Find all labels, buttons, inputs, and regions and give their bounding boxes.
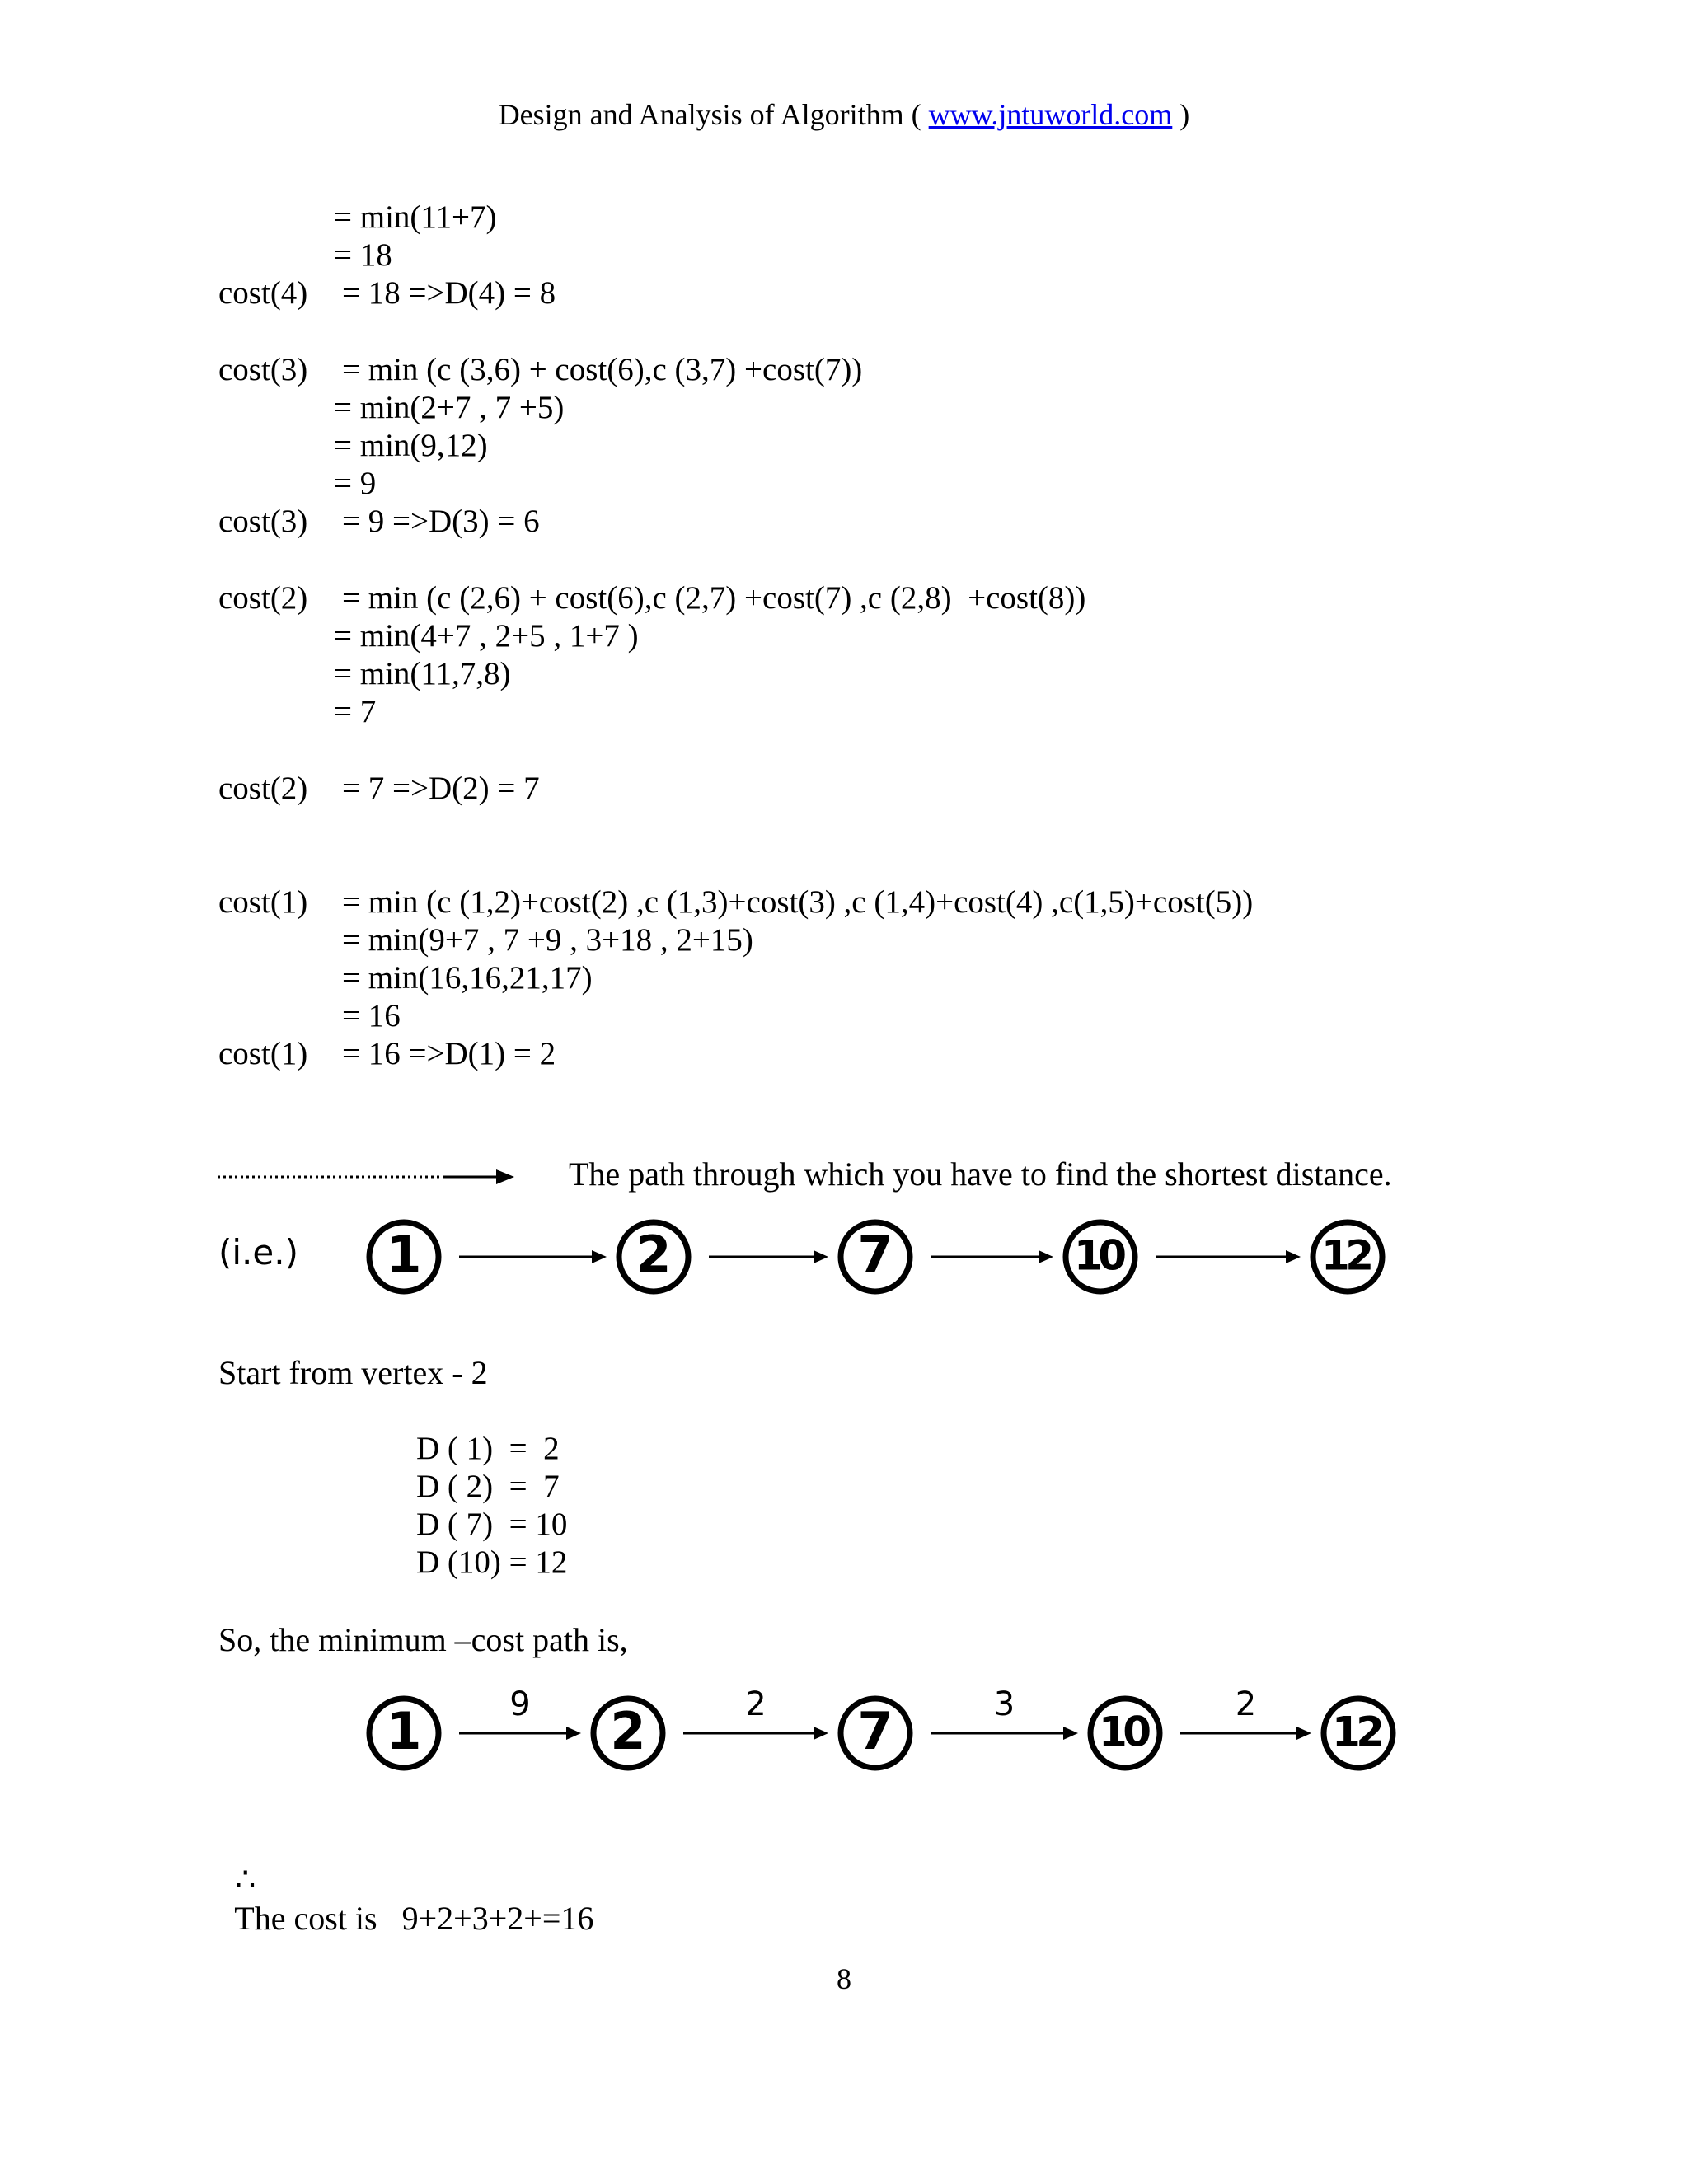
d-table-row: D (10) = 12 <box>416 1544 568 1580</box>
path-arrow <box>1156 1250 1301 1263</box>
dotted-arrow-icon <box>218 1165 514 1188</box>
math-line: = min(4+7 , 2+5 , 1+7 ) <box>334 618 639 654</box>
node-label: 10 <box>1099 1708 1151 1756</box>
math-line: = 16 =>D(1) = 2 <box>342 1036 556 1071</box>
path-node <box>369 1699 438 1768</box>
d-table <box>416 1430 567 1582</box>
ie-label: (i.e.) <box>218 1232 298 1272</box>
cost-label: cost(3) <box>218 504 308 539</box>
node-label: 2 <box>635 1225 672 1286</box>
header-title-end: ) <box>1179 98 1190 131</box>
path-node <box>1324 1699 1393 1768</box>
path-arrow <box>459 1727 581 1740</box>
cost-label: cost(4) <box>218 275 308 311</box>
math-line: = min(11+7) <box>334 199 497 235</box>
node-label: 12 <box>1321 1231 1374 1280</box>
edge-weight: 2 <box>1235 1685 1257 1723</box>
path-arrow <box>459 1250 607 1263</box>
math-line: = 18 <box>334 237 392 273</box>
path-node <box>841 1699 910 1768</box>
math-line: = 7 <box>334 694 377 729</box>
path-arrow <box>931 1250 1053 1263</box>
node-label: 2 <box>610 1701 646 1762</box>
math-line: = 16 <box>342 998 401 1033</box>
path-diagram-2 <box>0 1681 1688 1788</box>
cost-label: cost(2) <box>218 771 308 806</box>
math-line: = min (c (2,6) + cost(6),c (2,7) +cost(7) ,c (2,8) +cost(8)) <box>342 580 1086 616</box>
node-label: 10 <box>1074 1231 1127 1280</box>
node-label: 12 <box>1332 1708 1385 1756</box>
edge-weight: 2 <box>745 1685 767 1723</box>
math-line: = 7 =>D(2) = 7 <box>342 771 540 806</box>
cost-label: cost(1) <box>218 1036 308 1071</box>
math-line: = min(2+7 , 7 +5) <box>334 390 565 425</box>
path-note: The path through which you have to find the shortest distance. <box>569 1155 1392 1193</box>
node-label: 7 <box>857 1701 893 1762</box>
math-line: = min (c (3,6) + cost(6),c (3,7) +cost(7)) <box>342 352 863 387</box>
math-line: = 9 <box>334 466 377 501</box>
therefore-symbol: ∴ <box>235 1861 256 1898</box>
cost-label: cost(3) <box>218 352 308 387</box>
path-node <box>841 1222 910 1291</box>
start-text: Start from vertex - 2 <box>218 1354 488 1391</box>
path-node <box>593 1699 663 1768</box>
edge-weight: 9 <box>509 1685 531 1723</box>
path-diagram-1 <box>0 1207 1688 1306</box>
node-label: 1 <box>386 1225 422 1286</box>
cost-label: cost(2) <box>218 580 308 616</box>
math-line: = min(11,7,8) <box>334 656 511 691</box>
cost-text: The cost is 9+2+3+2+=16 <box>234 1900 594 1937</box>
page-header <box>0 97 1688 132</box>
node-label: 7 <box>857 1225 893 1286</box>
d-table-row: D ( 2) = 7 <box>416 1469 560 1504</box>
math-line: = min(9+7 , 7 +9 , 3+18 , 2+15) <box>342 922 753 958</box>
edge-weight: 3 <box>993 1685 1015 1723</box>
path-node <box>1090 1699 1160 1768</box>
header-title: Design and Analysis of Algorithm ( <box>498 98 921 131</box>
math-line: = min (c (1,2)+cost(2) ,c (1,3)+cost(3) ,c (1,4)+cost(4) ,c(1,5)+cost(5)) <box>342 884 1254 920</box>
d-table-row: D ( 1) = 2 <box>416 1431 560 1466</box>
cost-label: cost(1) <box>218 884 308 920</box>
path-node <box>1066 1222 1135 1291</box>
path-node <box>369 1222 438 1291</box>
cost-conclusion <box>218 1821 593 1938</box>
math-line: = min(16,16,21,17) <box>342 960 593 996</box>
path-node <box>1313 1222 1382 1291</box>
node-label: 1 <box>386 1701 422 1762</box>
header-link[interactable]: www.jntuworld.com <box>928 98 1173 131</box>
math-line: = 9 =>D(3) = 6 <box>342 504 540 539</box>
path-arrow <box>709 1250 828 1263</box>
d-table-row: D ( 7) = 10 <box>416 1507 568 1542</box>
path-arrow <box>1180 1727 1311 1740</box>
math-line: = 18 =>D(4) = 8 <box>342 275 556 311</box>
page-number: 8 <box>837 1962 851 1995</box>
math-line: = min(9,12) <box>334 428 488 463</box>
path-arrow <box>931 1727 1078 1740</box>
min-path-text: So, the minimum –cost path is, <box>218 1621 628 1658</box>
path-arrow <box>683 1727 828 1740</box>
path-node <box>619 1222 688 1291</box>
